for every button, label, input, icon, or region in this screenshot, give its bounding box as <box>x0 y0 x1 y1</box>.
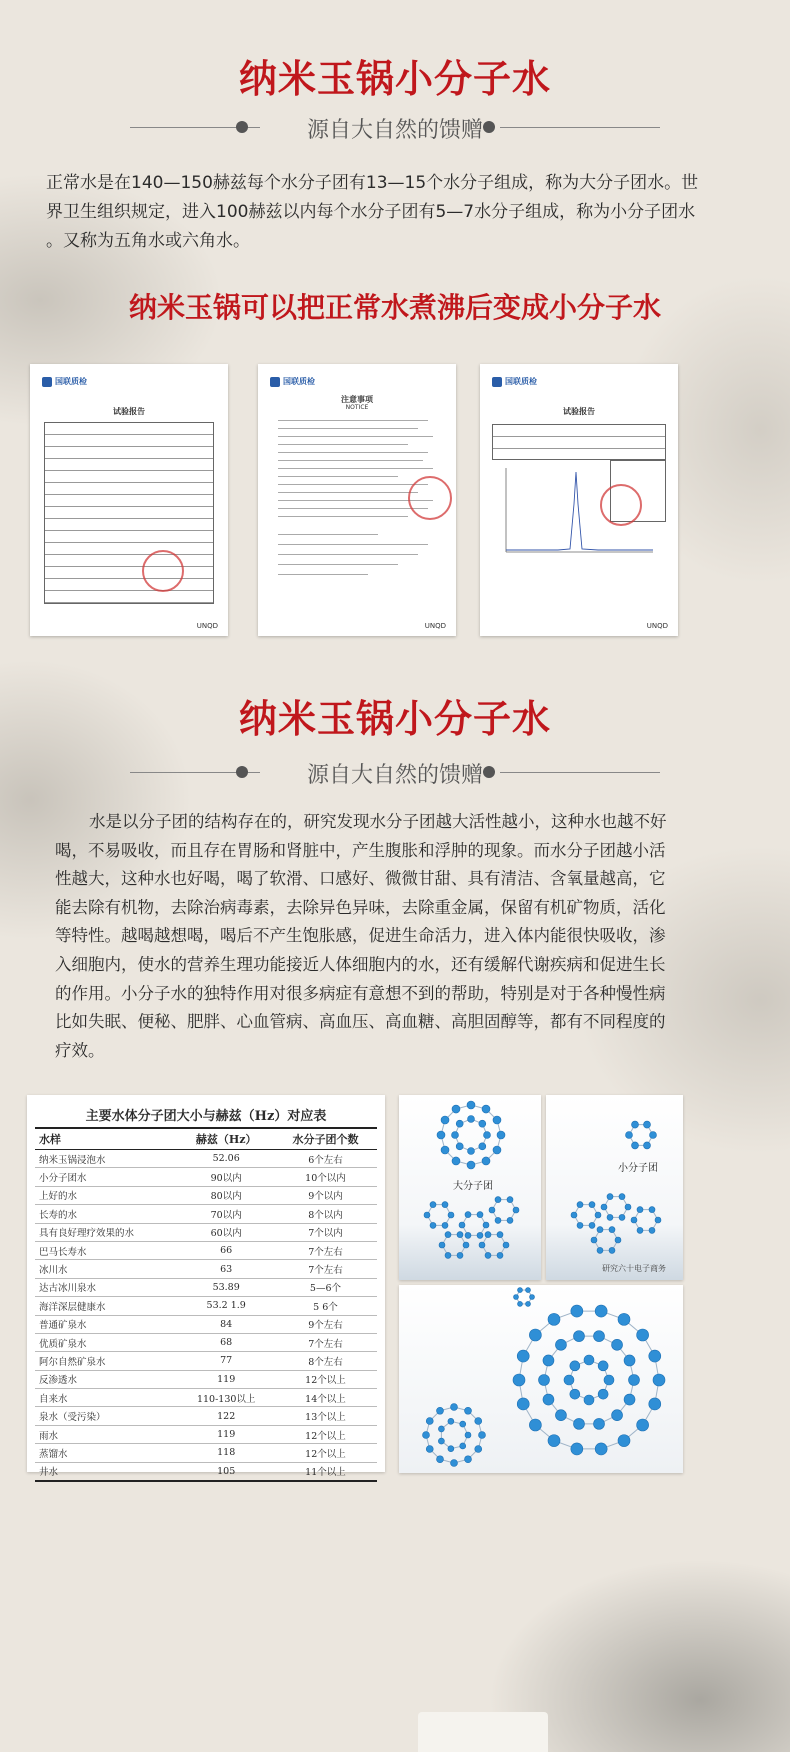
water-molecule-atom <box>607 1194 613 1200</box>
cluster-count-cell: 5—6个 <box>274 1278 377 1296</box>
fullerene-atom <box>649 1350 661 1362</box>
section1-subtitle-bar <box>0 113 790 143</box>
water-molecule-atom <box>632 1142 639 1149</box>
fullerene-atom <box>564 1375 574 1385</box>
water-molecule-atom <box>577 1222 583 1228</box>
fullerene-atom <box>649 1398 661 1410</box>
fullerene-atom <box>518 1301 523 1306</box>
water-molecule-atom <box>483 1222 489 1228</box>
hz-value-cell: 110-130以上 <box>178 1389 274 1407</box>
cnas-mark: UNQD <box>196 622 218 630</box>
section1-paragraph <box>46 169 746 256</box>
fullerene-atom <box>624 1355 635 1366</box>
fullerene-atom <box>555 1339 566 1350</box>
table-row <box>35 1260 377 1278</box>
fullerene-atom <box>637 1329 649 1341</box>
hz-value-cell: 77 <box>178 1352 274 1370</box>
fullerene-atom <box>543 1394 554 1405</box>
water-molecule-atom <box>442 1222 448 1228</box>
divider-dot <box>236 766 248 778</box>
fullerene-atom <box>426 1446 433 1453</box>
small-cluster-molecule <box>546 1095 683 1280</box>
fullerene-atom <box>548 1435 560 1447</box>
hz-value-cell: 122 <box>178 1407 274 1425</box>
report-header-table <box>492 424 666 460</box>
fullerene-atom <box>465 1456 472 1463</box>
water-molecule-atom <box>456 1120 463 1127</box>
water-molecule-atom <box>597 1247 603 1253</box>
water-molecule-atom <box>484 1132 491 1139</box>
water-molecule-atom <box>477 1232 483 1238</box>
fullerene-atom <box>451 1404 458 1411</box>
fullerene-atom <box>426 1418 433 1425</box>
hz-value-cell: 66 <box>178 1241 274 1259</box>
water-molecule-atom <box>497 1252 503 1258</box>
water-molecule-atom <box>591 1237 597 1243</box>
table-row <box>35 1168 377 1186</box>
water-molecule-atom <box>650 1132 657 1139</box>
cnas-mark: UNQD <box>424 622 446 630</box>
fullerene-atom <box>548 1313 560 1325</box>
fullerene-atom <box>612 1410 623 1421</box>
water-molecule-atom <box>457 1252 463 1258</box>
table-row <box>35 1150 377 1168</box>
cluster-count-cell: 12个以上 <box>274 1425 377 1443</box>
water-sample-cell: 蒸馏水 <box>35 1444 178 1462</box>
fullerene-atom <box>465 1407 472 1414</box>
water-molecule-atom <box>441 1146 449 1154</box>
water-sample-cell: 井水 <box>35 1462 178 1481</box>
water-molecule-atom <box>609 1227 615 1233</box>
logo-icon <box>270 377 280 387</box>
para-line: 喝，不易吸收，而且存在胃肠和肾脏中，产生腹胀和浮肿的现象。而水分子团越小活 <box>55 840 666 860</box>
fullerene-atom <box>438 1426 444 1432</box>
water-molecule-atom <box>597 1227 603 1233</box>
water-molecule-atom <box>513 1207 519 1213</box>
para-line: 界卫生组织规定，进入100赫兹以内每个水分子团有5—7水分子组成，称为小分子团水 <box>46 202 696 222</box>
fullerene-atom <box>514 1295 519 1300</box>
cluster-count-cell: 11个以上 <box>274 1462 377 1481</box>
water-molecule-atom <box>477 1212 483 1218</box>
divider-dot <box>483 121 495 133</box>
water-sample-cell: 普通矿泉水 <box>35 1315 178 1333</box>
org-logo: 国联质检 <box>42 376 87 387</box>
fullerene-atom <box>448 1446 454 1452</box>
hz-value-cell: 119 <box>178 1425 274 1443</box>
water-molecule-atom <box>479 1242 485 1248</box>
table-row <box>35 1278 377 1296</box>
table-row <box>35 1425 377 1443</box>
water-sample-cell: 长寿的水 <box>35 1205 178 1223</box>
hz-value-cell: 53.89 <box>178 1278 274 1296</box>
table-row <box>35 1297 377 1315</box>
certificate-report-2 <box>480 364 678 636</box>
hz-value-cell: 80以内 <box>178 1186 274 1204</box>
fullerene-atom <box>475 1418 482 1425</box>
cluster-count-cell: 12个以上 <box>274 1370 377 1388</box>
water-sample-cell: 雨水 <box>35 1425 178 1443</box>
hz-table <box>35 1127 377 1482</box>
fullerene-atom <box>539 1375 550 1386</box>
water-molecule-atom <box>456 1143 463 1150</box>
water-molecule-atom <box>595 1212 601 1218</box>
fullerene-atom <box>518 1288 523 1293</box>
fullerene-atom <box>475 1446 482 1453</box>
cluster-count-cell: 8个左右 <box>274 1352 377 1370</box>
water-molecule-atom <box>457 1232 463 1238</box>
small-cluster-label: 小分子团 <box>618 1163 658 1174</box>
water-molecule-atom <box>439 1242 445 1248</box>
fullerene-atom <box>571 1443 583 1455</box>
big-cluster-image <box>399 1095 541 1280</box>
section1-subtitle: 源自大自然的馈赠 <box>306 118 483 143</box>
section2-subtitle: 源自大自然的馈赠 <box>306 763 483 788</box>
para-line: 的作用。小分子水的独特作用对很多病症有意想不到的帮助，特别是对于各种慢性病 <box>55 983 666 1003</box>
water-molecule-atom <box>626 1132 633 1139</box>
water-molecule-atom <box>615 1237 621 1243</box>
fullerene-atom <box>437 1407 444 1414</box>
water-molecule-atom <box>644 1121 651 1128</box>
water-molecule-atom <box>482 1105 490 1113</box>
water-molecule-atom <box>609 1247 615 1253</box>
section1-title: 纳米玉锅小分子水 <box>238 57 551 101</box>
cluster-count-cell: 7个左右 <box>274 1333 377 1351</box>
report-table <box>44 422 214 604</box>
water-molecule-atom <box>485 1252 491 1258</box>
hz-value-cell: 70以内 <box>178 1205 274 1223</box>
water-molecule-atom <box>441 1116 449 1124</box>
fullerene-atom <box>598 1389 608 1399</box>
water-sample-cell: 小分子团水 <box>35 1168 178 1186</box>
water-molecule-atom <box>463 1242 469 1248</box>
hz-table-card <box>27 1095 385 1479</box>
fullerene-atom <box>517 1350 529 1362</box>
certificate-notice <box>258 364 456 636</box>
fullerene-atom <box>598 1361 608 1371</box>
notice-title: 注意事项 <box>341 395 373 404</box>
table-row <box>35 1333 377 1351</box>
water-molecule-atom <box>507 1217 513 1223</box>
water-molecule-atom <box>625 1204 631 1210</box>
water-molecule-atom <box>497 1131 505 1139</box>
water-molecule-atom <box>619 1194 625 1200</box>
section1-headline: 纳米玉锅可以把正常水煮沸后变成小分子水 <box>128 291 661 324</box>
cluster-count-cell: 7个以内 <box>274 1223 377 1241</box>
water-molecule-atom <box>637 1227 643 1233</box>
fullerene-atom <box>624 1394 635 1405</box>
certificate-report-1 <box>30 364 228 636</box>
fullerene-atom <box>465 1432 471 1438</box>
para-line: 。又称为五角水或六角水。 <box>46 231 250 251</box>
fullerene-atom <box>618 1435 630 1447</box>
water-molecule-atom <box>424 1212 430 1218</box>
fullerene-atom <box>584 1395 594 1405</box>
fullerene-atom <box>460 1443 466 1449</box>
hz-table-header: 水分子团个数 <box>274 1128 377 1150</box>
para-line: 正常水是在140—150赫兹每个水分子团有13—15个水分子组成，称为大分子团水。世 <box>46 173 699 193</box>
table-row <box>35 1462 377 1481</box>
seal-stamp <box>408 476 452 520</box>
water-molecule-atom <box>589 1222 595 1228</box>
water-molecule-atom <box>632 1121 639 1128</box>
seal-stamp <box>142 550 184 592</box>
para-line: 比如失眠、便秘、肥胖、心血管病、高血压、高血糖、高胆固醇等，都有不同程度的 <box>55 1012 666 1032</box>
table-row <box>35 1205 377 1223</box>
water-molecule-atom <box>655 1217 661 1223</box>
water-molecule-atom <box>445 1232 451 1238</box>
fullerene-cluster-image <box>399 1285 683 1473</box>
water-molecule-atom <box>430 1202 436 1208</box>
fullerene-atom <box>618 1313 630 1325</box>
fullerene-atom <box>517 1398 529 1410</box>
org-logo: 国联质检 <box>492 376 537 387</box>
water-molecule-atom <box>497 1232 503 1238</box>
hz-table-header: 水样 <box>35 1128 178 1150</box>
cluster-count-cell: 12个以上 <box>274 1444 377 1462</box>
hz-value-cell: 118 <box>178 1444 274 1462</box>
water-molecule-atom <box>589 1202 595 1208</box>
watermark-text: 研究六十电子商务 <box>602 1264 666 1273</box>
divider-dot <box>236 121 248 133</box>
fullerene-atom <box>612 1339 623 1350</box>
fullerene-atom <box>571 1305 583 1317</box>
fullerene-atom <box>629 1375 640 1386</box>
table-row <box>35 1352 377 1370</box>
notice-subtitle: NOTICE <box>345 404 369 411</box>
water-molecule-atom <box>619 1214 625 1220</box>
cluster-count-cell: 5 6个 <box>274 1297 377 1315</box>
seal-stamp <box>600 484 642 526</box>
water-molecule-atom <box>493 1146 501 1154</box>
fullerene-atom <box>595 1305 607 1317</box>
water-molecule-atom <box>448 1212 454 1218</box>
water-molecule-atom <box>468 1148 475 1155</box>
water-molecule-atom <box>468 1116 475 1123</box>
water-sample-cell: 巴马长寿水 <box>35 1241 178 1259</box>
fullerene-atom <box>584 1355 594 1365</box>
table-row <box>35 1407 377 1425</box>
table-row <box>35 1444 377 1462</box>
water-molecule-atom <box>503 1242 509 1248</box>
hz-value-cell: 53.2 1.9 <box>178 1297 274 1315</box>
big-cluster-label: 大分子团 <box>453 1181 493 1192</box>
fullerene-atom <box>448 1418 454 1424</box>
cluster-count-cell: 7个左右 <box>274 1241 377 1259</box>
fullerene-atom <box>570 1389 580 1399</box>
report-title: 试验报告 <box>113 407 145 416</box>
water-molecule-atom <box>430 1222 436 1228</box>
water-molecule-atom <box>482 1157 490 1165</box>
fullerene-atom <box>573 1331 584 1342</box>
table-row <box>35 1186 377 1204</box>
water-sample-cell: 具有良好理疗效果的水 <box>35 1223 178 1241</box>
water-molecule-atom <box>437 1131 445 1139</box>
fullerene-atom <box>595 1443 607 1455</box>
divider-line <box>500 127 660 128</box>
water-sample-cell: 阿尔自然矿泉水 <box>35 1352 178 1370</box>
report-title: 试验报告 <box>563 407 595 416</box>
fullerene-atom <box>423 1432 430 1439</box>
cnas-mark: UNQD <box>646 622 668 630</box>
water-sample-cell: 上好的水 <box>35 1186 178 1204</box>
cluster-count-cell: 9个左右 <box>274 1315 377 1333</box>
fullerene-atom <box>437 1456 444 1463</box>
water-molecule-atom <box>495 1217 501 1223</box>
fullerene-atom <box>573 1418 584 1429</box>
para-line: 入细胞内，使水的营养生理功能接近人体细胞内的水，还有缓解代谢疾病和促进生长 <box>55 954 666 974</box>
section2-subtitle-bar <box>0 758 790 788</box>
fullerene-atom <box>526 1288 531 1293</box>
water-sample-cell: 自来水 <box>35 1389 178 1407</box>
table-row <box>35 1389 377 1407</box>
water-molecule-atom <box>465 1212 471 1218</box>
water-molecule-atom <box>459 1222 465 1228</box>
table-row <box>35 1223 377 1241</box>
table-row <box>35 1241 377 1259</box>
water-molecule-atom <box>607 1214 613 1220</box>
water-molecule-atom <box>467 1101 475 1109</box>
para-line: 性越大，这种水也好喝，喝了软滑、口感好、微微甘甜、具有清洁、含氧量越高，它 <box>55 869 666 889</box>
water-sample-cell: 冰川水 <box>35 1260 178 1278</box>
section2-title: 纳米玉锅小分子水 <box>238 697 551 741</box>
hz-value-cell: 60以内 <box>178 1223 274 1241</box>
water-molecule-atom <box>442 1202 448 1208</box>
cluster-count-cell: 10个以内 <box>274 1168 377 1186</box>
fullerene-atom <box>451 1460 458 1467</box>
para-line: 能去除有机物，去除治病毒素，去除异色异味，去除重金属，保留有机矿物质，活化 <box>55 897 666 917</box>
fullerene-atom <box>530 1295 535 1300</box>
cluster-count-cell: 8个以内 <box>274 1205 377 1223</box>
water-sample-cell: 海洋深层健康水 <box>35 1297 178 1315</box>
fullerene-atom <box>653 1374 665 1386</box>
fullerene-atom <box>555 1410 566 1421</box>
water-molecule-atom <box>452 1105 460 1113</box>
para-line: 疗效。 <box>55 1040 105 1060</box>
table-row <box>35 1315 377 1333</box>
water-molecule-atom <box>601 1204 607 1210</box>
water-molecule-atom <box>445 1252 451 1258</box>
water-molecule-atom <box>489 1207 495 1213</box>
hz-value-cell: 63 <box>178 1260 274 1278</box>
fullerene-atom <box>604 1375 614 1385</box>
water-molecule-atom <box>467 1161 475 1169</box>
water-molecule-atom <box>485 1232 491 1238</box>
small-cluster-image <box>546 1095 683 1280</box>
water-molecule-atom <box>631 1217 637 1223</box>
water-sample-cell: 反渗透水 <box>35 1370 178 1388</box>
divider-line <box>500 772 660 773</box>
fullerene-atom <box>529 1329 541 1341</box>
fullerene-atom <box>460 1421 466 1427</box>
water-molecule-atom <box>577 1202 583 1208</box>
hz-table-title: 主要水体分子团大小与赫兹（Hz）对应表 <box>85 1109 327 1124</box>
cluster-count-cell: 13个以上 <box>274 1407 377 1425</box>
para-line: 等特性。越喝越想喝，喝后不产生饱胀感，促进生命活力，进入体内能很快吸收，渗 <box>55 926 666 946</box>
table-row <box>35 1370 377 1388</box>
logo-icon <box>492 377 502 387</box>
water-molecule-atom <box>493 1116 501 1124</box>
water-sample-cell: 优质矿泉水 <box>35 1333 178 1351</box>
fullerene-atom <box>570 1361 580 1371</box>
fullerene-atom <box>637 1419 649 1431</box>
hz-table-header: 赫兹（Hz） <box>178 1128 274 1150</box>
water-molecule-atom <box>479 1143 486 1150</box>
divider-dot <box>483 766 495 778</box>
hz-value-cell: 119 <box>178 1370 274 1388</box>
hz-value-cell: 68 <box>178 1333 274 1351</box>
water-molecule-atom <box>479 1120 486 1127</box>
cluster-count-cell: 7个左右 <box>274 1260 377 1278</box>
fullerene-atom <box>594 1331 605 1342</box>
water-molecule-atom <box>649 1207 655 1213</box>
fullerene-atom <box>543 1355 554 1366</box>
water-molecule-atom <box>571 1212 577 1218</box>
fullerene-atom <box>438 1438 444 1444</box>
section2-paragraph <box>55 808 745 1065</box>
hz-value-cell: 90以内 <box>178 1168 274 1186</box>
water-molecule-atom <box>495 1197 501 1203</box>
water-molecule-atom <box>507 1197 513 1203</box>
water-molecule-atom <box>649 1227 655 1233</box>
water-molecule-atom <box>465 1232 471 1238</box>
bottom-product-image <box>418 1712 548 1752</box>
hz-value-cell: 84 <box>178 1315 274 1333</box>
water-sample-cell: 纳米玉锅浸泡水 <box>35 1150 178 1168</box>
water-molecule-atom <box>644 1142 651 1149</box>
cluster-count-cell: 6个左右 <box>274 1150 377 1168</box>
hz-value-cell: 52.06 <box>178 1150 274 1168</box>
water-sample-cell: 泉水（受污染） <box>35 1407 178 1425</box>
fullerene-atom <box>479 1432 486 1439</box>
water-molecule-atom <box>452 1132 459 1139</box>
hz-table-body <box>35 1150 377 1482</box>
fullerene-molecule <box>399 1285 683 1473</box>
logo-icon <box>42 377 52 387</box>
para-line: 水是以分子团的结构存在的，研究发现水分子团越大活性越小，这种水也越不好 <box>89 812 667 831</box>
water-molecule-atom <box>637 1207 643 1213</box>
fullerene-atom <box>513 1374 525 1386</box>
hz-value-cell: 105 <box>178 1462 274 1481</box>
fullerene-atom <box>526 1301 531 1306</box>
org-logo: 国联质检 <box>270 376 315 387</box>
water-molecule-atom <box>452 1157 460 1165</box>
fullerene-atom <box>594 1418 605 1429</box>
water-sample-cell: 达古冰川泉水 <box>35 1278 178 1296</box>
cluster-count-cell: 9个以内 <box>274 1186 377 1204</box>
fullerene-atom <box>529 1419 541 1431</box>
cluster-count-cell: 14个以上 <box>274 1389 377 1407</box>
